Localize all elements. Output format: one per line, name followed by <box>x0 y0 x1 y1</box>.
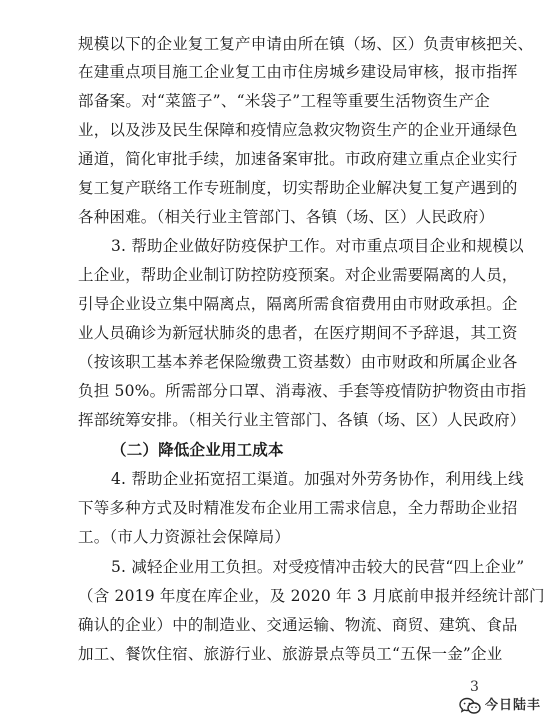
watermark <box>459 695 541 717</box>
text-line: 通道，简化审批手续，加速备案审批。市政府建立重点企业实行 <box>78 150 518 168</box>
text-line: 业人员确诊为新冠状肺炎的患者，在医疗期间不予辞退，其工资 <box>78 324 518 342</box>
text-line: 部备案。对“菜篮子”、“米袋子”工程等重要生活物资生产企 <box>78 92 490 110</box>
text-line: 业，以及涉及民生保障和疫情应急救灾物资生产的企业开通绿色 <box>78 121 518 139</box>
text-line: 确认的企业）中的制造业、交通运输、物流、商贸、建筑、食品 <box>78 616 518 634</box>
text-line: 引导企业设立集中隔离点，隔离所需食宿费用由市财政承担。企 <box>78 295 518 313</box>
text-line: 工。（市人力资源社会保障局） <box>78 528 291 546</box>
text-line: （按该职工基本养老保险缴费工资基数）由市财政和所属企业各 <box>78 353 518 371</box>
text-line: 上企业，帮助企业制订防控防疫预案。对企业需要隔离的人员， <box>78 266 518 284</box>
wechat-logo-icon <box>459 697 481 715</box>
watermark-text: 今日陆丰 <box>485 698 542 713</box>
text-line: 下等多种方式及时精准发布企业用工需求信息，全力帮助企业招 <box>78 499 518 517</box>
text-line: 各种困难。（相关行业主管部门、各镇（场、区）人民政府） <box>78 208 495 226</box>
text-line: 3. 帮助企业做好防疫保护工作。对市重点项目企业和规模以 <box>111 237 524 255</box>
text-line: （含 2019 年度在库企业，及 2020 年 3 月底前申报并经统计部门 <box>78 587 545 605</box>
heading-text: （二）降低企业用工成本 <box>111 440 284 459</box>
page-number: 3 <box>470 679 479 695</box>
text-line: 5. 减轻企业用工负担。对受疫情冲击较大的民营“四上企业” <box>111 558 525 576</box>
text-line: 负担 50%。所需部分口罩、消毒液、手套等疫情防护物资由市指 <box>78 382 527 400</box>
text-line: 加工、餐饮住宿、旅游行业、旅游景点等员工“五保一金”企业 <box>78 645 503 663</box>
text-line: 挥部统筹安排。（相关行业主管部门、各镇（场、区）人民政府） <box>78 411 526 429</box>
text-line: 规模以下的企业复工复产申请由所在镇（场、区）负责审核把关、 <box>78 35 534 53</box>
text-line: 4. 帮助企业拓宽招工渠道。加强对外劳务协作，利用线上线 <box>111 470 524 488</box>
text-line: 在建重点项目施工企业复工由市住房城乡建设局审核，报市指挥 <box>78 63 518 81</box>
text-line: 复工复产联络工作专班制度，切实帮助企业解决复工复产遇到的 <box>78 179 518 197</box>
